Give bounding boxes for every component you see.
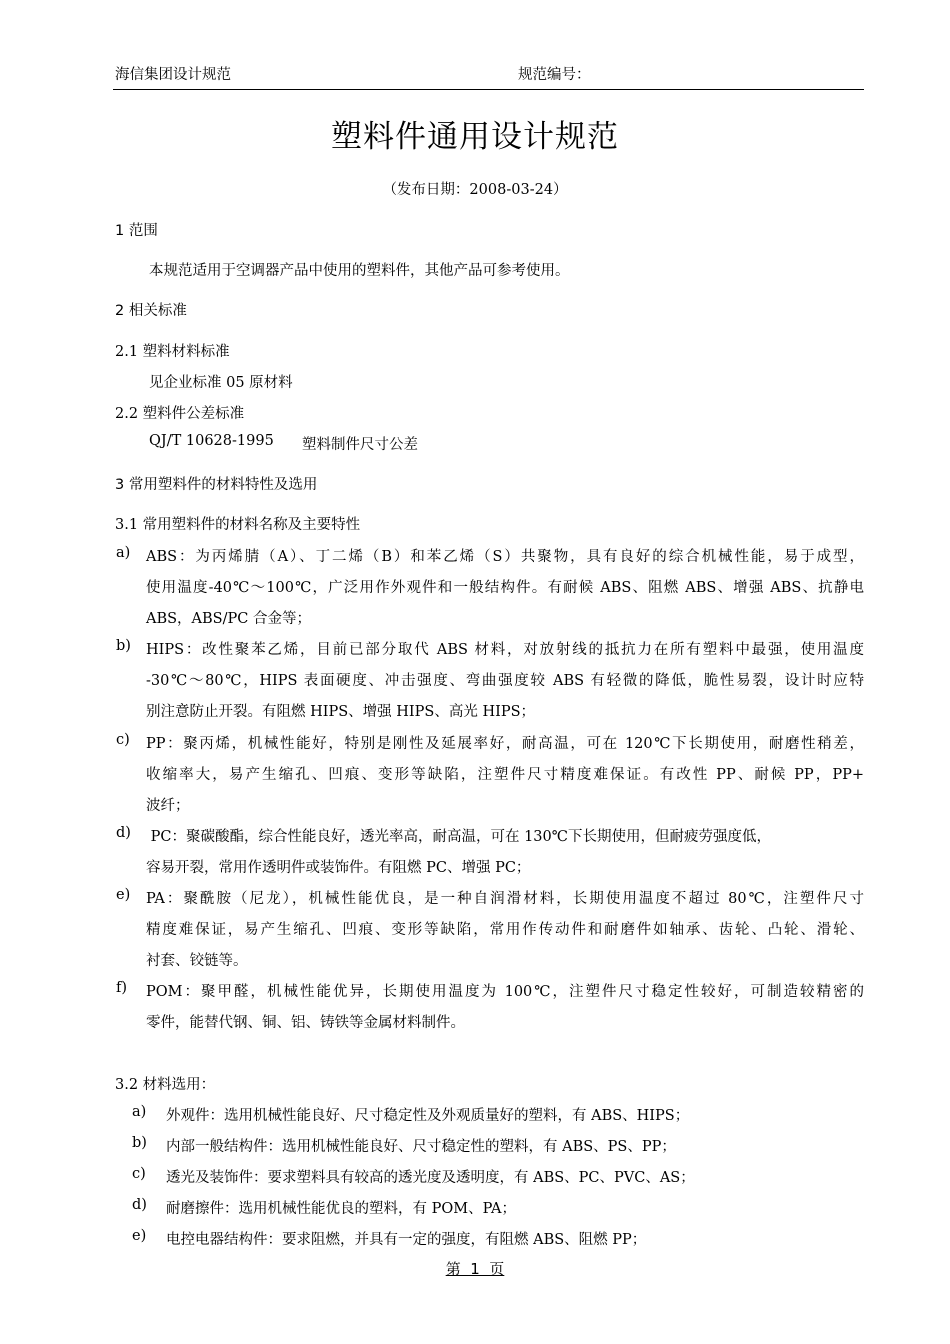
list-marker: d) — [132, 1197, 147, 1213]
section-3-1-heading: 3.1 常用塑料件的材料名称及主要特性 — [115, 517, 361, 533]
list-marker: e) — [116, 887, 131, 903]
list-item-line: 衬套、铰链等。 — [146, 953, 248, 969]
list-marker: f) — [116, 980, 128, 996]
list-item-line: -30℃～80℃，HIPS 表面硬度、冲击强度、弯曲强度较 ABS 有轻微的降低，脆性易裂，设计时应特 — [146, 673, 864, 689]
list-item-line: 零件，能替代钢、铜、铝、铸铁等金属材料制件。 — [146, 1015, 465, 1031]
list-item-line: PP：聚丙烯，机械性能好，特别是刚性及延展率好，耐高温，可在 120℃下长期使用，耐磨性稍差， — [146, 736, 864, 752]
list-marker: d) — [116, 825, 131, 841]
list-item-line: 收缩率大，易产生缩孔、凹痕、变形等缺陷，注塑件尺寸精度难保证。有改性 PP、耐候 PP，PP+ — [146, 767, 864, 783]
list-item-line: 精度难保证，易产生缩孔、凹痕、变形等缺陷，常用作传动件和耐磨件如轴承、齿轮、凸轮、滑轮、 — [146, 922, 864, 938]
list-item-line: ABS，ABS/PC 合金等； — [146, 611, 311, 627]
standard-name: 塑料制件尺寸公差 — [302, 437, 418, 453]
list-item-line: PC：聚碳酸酯，综合性能良好，透光率高，耐高温，可在 130℃下长期使用，但耐疲劳强度低， — [146, 829, 771, 845]
header-rule — [113, 89, 864, 90]
header-left: 海信集团设计规范 — [115, 67, 231, 83]
list-item-line: HIPS：改性聚苯乙烯，目前已部分取代 ABS 材料，对放射线的抵抗力在所有塑料中最强，使用温度 — [146, 642, 864, 658]
section-3-2-heading: 3.2 材料选用： — [115, 1077, 216, 1093]
list-item-line: POM：聚甲醛，机械性能优异，长期使用温度为 100℃，注塑件尺寸稳定性较好，可制造较精密的 — [146, 984, 864, 1000]
list-item-line: PA：聚酰胺（尼龙），机械性能优良，是一种自润滑材料，长期使用温度不超过 80℃，注塑件尺寸 — [146, 891, 864, 907]
list-item-line: ABS：为丙烯腈（A）、丁二烯（B）和苯乙烯（S）共聚物，具有良好的综合机械性能，易于成型， — [146, 549, 864, 565]
section-2-2-heading: 2.2 塑料件公差标准 — [115, 406, 245, 422]
page-number-footer — [0, 1258, 950, 1279]
section-2-1-body: 见企业标准 05 原材料 — [149, 375, 293, 391]
document-title: 塑料件通用设计规范 — [331, 119, 619, 155]
standard-code: QJ/T 10628-1995 — [149, 433, 274, 449]
list-item: 耐磨擦件：选用机械性能优良的塑料，有 POM、PA； — [166, 1201, 516, 1217]
list-marker: a) — [116, 545, 131, 561]
list-item: 电控电器结构件：要求阻燃，并具有一定的强度，有阻燃 ABS、阻燃 PP； — [166, 1232, 647, 1248]
list-item-line: 别注意防止开裂。有阻燃 HIPS、增强 HIPS、高光 HIPS； — [146, 704, 536, 720]
list-marker: b) — [132, 1135, 147, 1151]
list-item-line: 使用温度-40℃～100℃，广泛用作外观件和一般结构件。有耐候 ABS、阻燃 ABS、增强 ABS、抗静电 — [146, 580, 864, 596]
header-right: 规范编号： — [518, 67, 591, 83]
list-item: 内部一般结构件：选用机械性能良好、尺寸稳定性的塑料，有 ABS、PS、PP； — [166, 1139, 676, 1155]
section-2-1-heading: 2.1 塑料材料标准 — [115, 344, 230, 360]
list-item-line: 波纤； — [146, 798, 190, 814]
list-marker: b) — [116, 638, 131, 654]
list-item: 外观件：选用机械性能良好、尺寸稳定性及外观质量好的塑料，有 ABS、HIPS； — [166, 1108, 690, 1124]
list-item: 透光及装饰件：要求塑料具有较高的透光度及透明度，有 ABS、PC、PVC、AS； — [166, 1170, 695, 1186]
section-1-heading: 1 范围 — [115, 223, 158, 239]
list-item-line: 容易开裂，常用作透明件或装饰件。有阻燃 PC、增强 PC； — [146, 860, 531, 876]
list-marker: c) — [116, 732, 130, 748]
list-marker: c) — [132, 1166, 146, 1182]
section-2-heading: 2 相关标准 — [115, 303, 187, 319]
release-date: （发布日期：2008-03-24） — [382, 182, 568, 198]
list-marker: a) — [132, 1104, 147, 1120]
section-3-heading: 3 常用塑料件的材料特性及选用 — [115, 477, 318, 493]
list-marker: e) — [132, 1228, 147, 1244]
section-1-body: 本规范适用于空调器产品中使用的塑料件，其他产品可参考使用。 — [149, 263, 570, 279]
page-number: 第 1 页 — [445, 1260, 505, 1278]
